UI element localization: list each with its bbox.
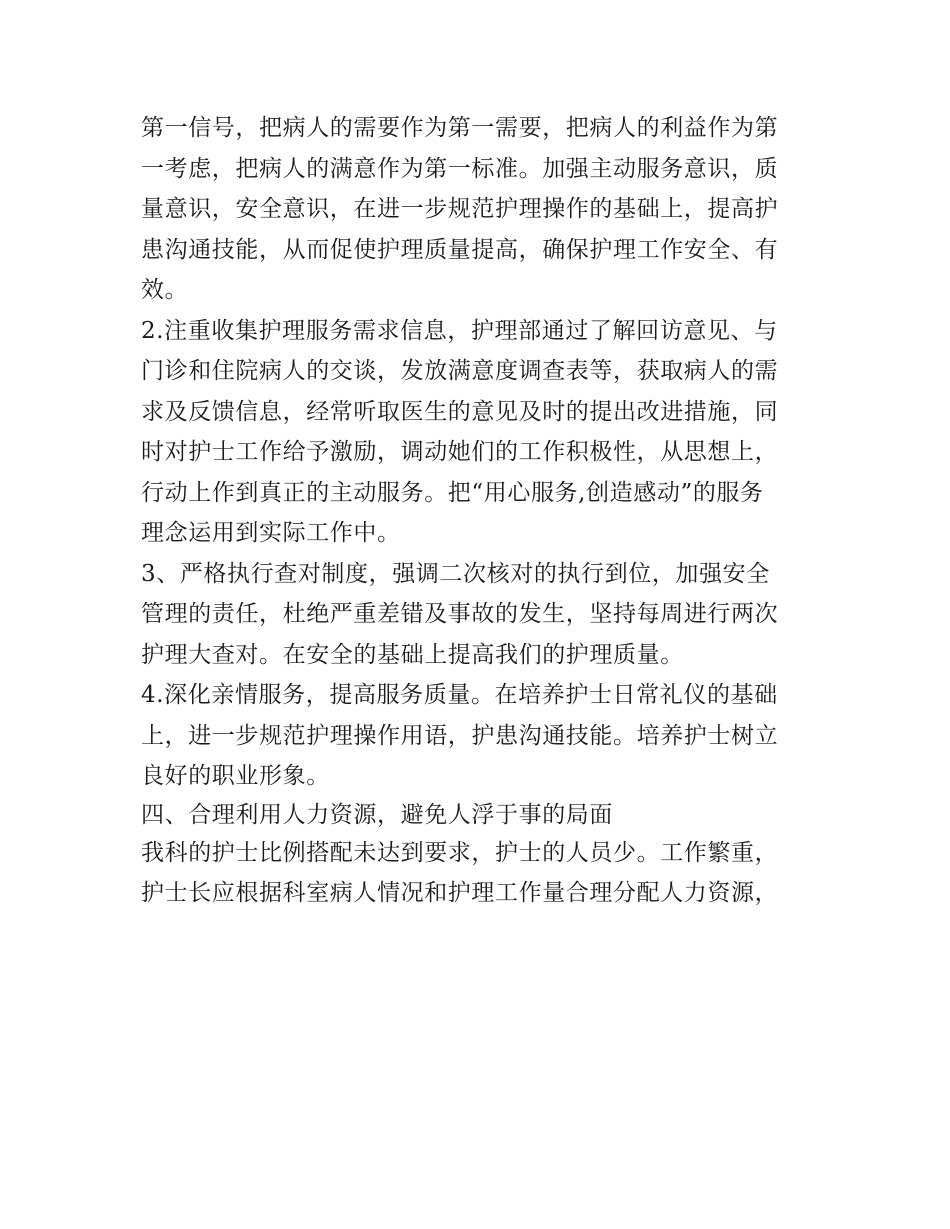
paragraph-patient-first [141,108,821,311]
text-line: 效。 [141,277,189,303]
text-line: 量意识，安全意识，在进一步规范护理操作的基础上，提高护 [141,196,779,222]
paragraph-item-3 [141,554,821,676]
text-line: 3、严格执行查对制度，强调二次核对的执行到位，加强安全 [141,560,770,587]
text-line: 行动上作到真正的主动服务。把“用心服务,创造感动”的服务 [141,479,764,506]
section-heading-text: 四、合理利用人力资源，避免人浮于事的局面 [141,801,613,828]
text-line: 护士长应根据科室病人情况和护理工作量合理分配人力资源， [141,880,779,906]
text-line: 理念运用到实际工作中。 [141,520,401,546]
text-line: 4.深化亲情服务，提高服务质量。在培养护士日常礼仪的基础 [141,682,778,708]
document-body [141,108,821,914]
paragraph-item-4 [141,675,821,797]
text-line: 门诊和住院病人的交谈，发放满意度调查表等，获取病人的需 [141,358,779,384]
section-heading-4 [141,797,821,833]
text-line: 管理的责任，杜绝严重差错及事故的发生，坚持每周进行两次 [141,601,779,627]
text-line: 2.注重收集护理服务需求信息，护理部通过了解回访意见、与 [141,317,778,344]
text-line: 求及反馈信息，经常听取医生的意见及时的提出改进措施，同 [141,398,779,425]
text-line: 我科的护士比例搭配未达到要求，护士的人员少。工作繁重， [141,839,779,866]
paragraph-staffing [141,833,821,914]
text-line: 良好的职业形象。 [141,763,330,789]
text-line: 上，进一步规范护理操作用语，护患沟通技能。培养护士树立 [141,722,779,749]
text-line: 护理大查对。在安全的基础上提高我们的护理质量。 [141,641,684,668]
text-line: 一考虑，把病人的满意作为第一标准。加强主动服务意识，质 [141,155,779,182]
paragraph-item-2 [141,311,821,554]
text-line: 患沟通技能，从而促使护理质量提高，确保护理工作安全、有 [141,236,779,263]
text-line: 第一信号，把病人的需要作为第一需要，把病人的利益作为第 [141,115,779,141]
text-line: 时对护士工作给予激励，调动她们的工作积极性，从思想上， [141,439,779,465]
